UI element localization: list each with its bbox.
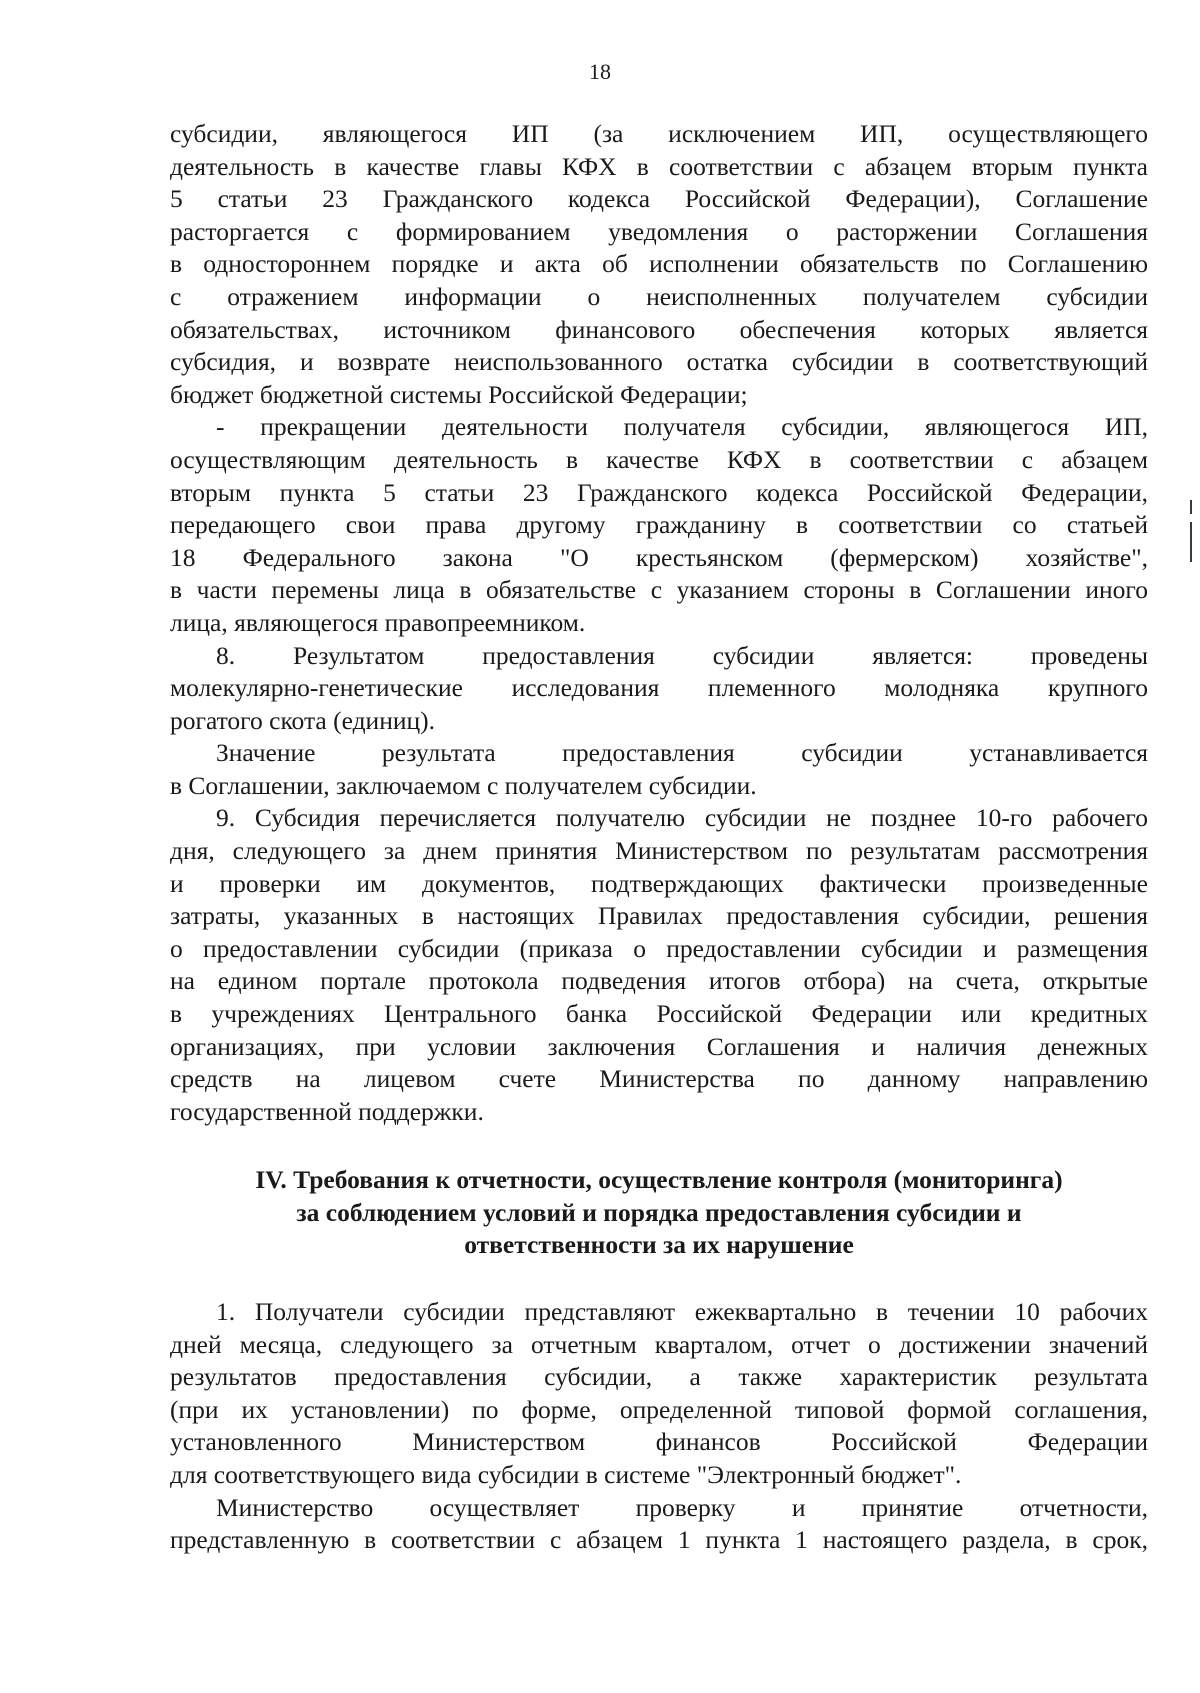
text-line: 18 Федерального закона "О крестьянском (фермерском) хозяйстве", <box>170 542 1148 572</box>
text-line: в части перемены лица в обязательстве с указанием стороны в Соглашении иного <box>170 575 1148 605</box>
paragraph-item-8 <box>170 640 1148 738</box>
text-line: дня, следующего за днем принятия Министерством по результатам рассмотрения <box>170 836 1148 866</box>
text-line: обязательствах, источником финансового обеспечения которых является <box>170 314 1148 344</box>
text-line: средств на лицевом счете Министерства по данному направлению <box>170 1064 1148 1094</box>
text-line: представленную в соответствии с абзацем 1 пункта 1 настоящего раздела, в срок, <box>170 1525 1148 1555</box>
text-line: организациях, при условии заключения Соглашения и наличия денежных <box>170 1031 1148 1061</box>
text-line: 9. Субсидия перечисляется получателю субсидии не позднее 10-го рабочего <box>216 803 1148 833</box>
text-line: бюджет бюджетной системы Российской Федерации; <box>170 379 748 409</box>
text-line: 1. Получатели субсидии представляют ежеквартально в течении 10 рабочих <box>216 1297 1148 1326</box>
page-number: 18 <box>589 59 611 84</box>
text-line: расторгается с формированием уведомления о расторжении Соглашения <box>170 216 1148 246</box>
text-line: осуществляющим деятельность в качестве КФХ в соответствии с абзацем <box>170 444 1148 474</box>
paragraph-continuation <box>170 118 1148 411</box>
text-line: в одностороннем порядке и акта об исполнении обязательств по Соглашению <box>170 249 1148 279</box>
text-line: вторым пункта 5 статьи 23 Гражданского кодекса Российской Федерации, <box>170 477 1148 507</box>
text-line: государственной поддержки. <box>170 1096 484 1126</box>
text-line: 8. Результатом предоставления субсидии является: проведены <box>216 640 1148 670</box>
paragraph-termination <box>170 411 1148 639</box>
text-line: - прекращении деятельности получателя субсидии, являющегося ИП, <box>216 412 1148 442</box>
text-line: Министерство осуществляет проверку и принятие отчетности, <box>216 1492 1148 1522</box>
text-line: передающего свои права другому гражданину в соответствии со статьей <box>170 510 1148 540</box>
document-body <box>170 118 1148 1128</box>
text-line: молекулярно-генетические исследования племенного молодняка крупного <box>170 673 1148 703</box>
text-line: результатов предоставления субсидии, а также характеристик результата <box>170 1362 1148 1392</box>
text-line: в Соглашении, заключаемом с получателем субсидии. <box>170 770 757 800</box>
text-line: деятельность в качестве главы КФХ в соответствии с абзацем вторым пункта <box>170 151 1148 181</box>
text-line: субсидии, являющегося ИП (за исключением ИП, осуществляющего <box>170 119 1148 148</box>
heading-line: за соблюдением условий и порядка предоставления субсидии и <box>296 1197 1022 1227</box>
text-line: на едином портале протокола подведения итогов отбора) на счета, открытые <box>170 966 1148 996</box>
text-line: субсидия, и возврате неиспользованного остатка субсидии в соответствующий <box>170 347 1148 377</box>
paragraph-item-9 <box>170 802 1148 1128</box>
text-line: установленного Министерством финансов Российской Федерации <box>170 1427 1148 1457</box>
text-line: рогатого скота (единиц). <box>170 705 435 735</box>
scan-artifact-mark <box>1190 522 1192 562</box>
text-line: в учреждениях Центрального банка Российской Федерации или кредитных <box>170 999 1148 1029</box>
section-heading <box>170 1164 1148 1262</box>
text-line: с отражением информации о неисполненных получателем субсидии <box>170 281 1148 311</box>
scan-artifact-mark <box>1190 500 1192 514</box>
paragraph-result-value <box>170 737 1148 802</box>
text-line: о предоставлении субсидии (приказа о предоставлении субсидии и размещения <box>170 933 1148 963</box>
paragraph-section4-item-1 <box>170 1296 1148 1492</box>
text-line: лица, являющегося правопреемником. <box>170 607 586 637</box>
section-body <box>170 1296 1148 1557</box>
heading-line: IV. Требования к отчетности, осуществление контроля (мониторинга) <box>255 1165 1063 1194</box>
paragraph-ministry-check <box>170 1492 1148 1557</box>
heading-line: ответственности за их нарушение <box>464 1230 854 1260</box>
text-line: (при их установлении) по форме, определенной типовой формой соглашения, <box>170 1394 1148 1424</box>
text-line: Значение результата предоставления субсидии устанавливается <box>216 738 1148 768</box>
text-line: для соответствующего вида субсидии в системе "Электронный бюджет". <box>170 1459 962 1489</box>
text-line: дней месяца, следующего за отчетным кварталом, отчет о достижении значений <box>170 1329 1148 1359</box>
text-line: 5 статьи 23 Гражданского кодекса Российской Федерации), Соглашение <box>170 184 1148 214</box>
text-line: и проверки им документов, подтверждающих фактически произведенные <box>170 868 1148 898</box>
text-line: затраты, указанных в настоящих Правилах предоставления субсидии, решения <box>170 901 1148 931</box>
